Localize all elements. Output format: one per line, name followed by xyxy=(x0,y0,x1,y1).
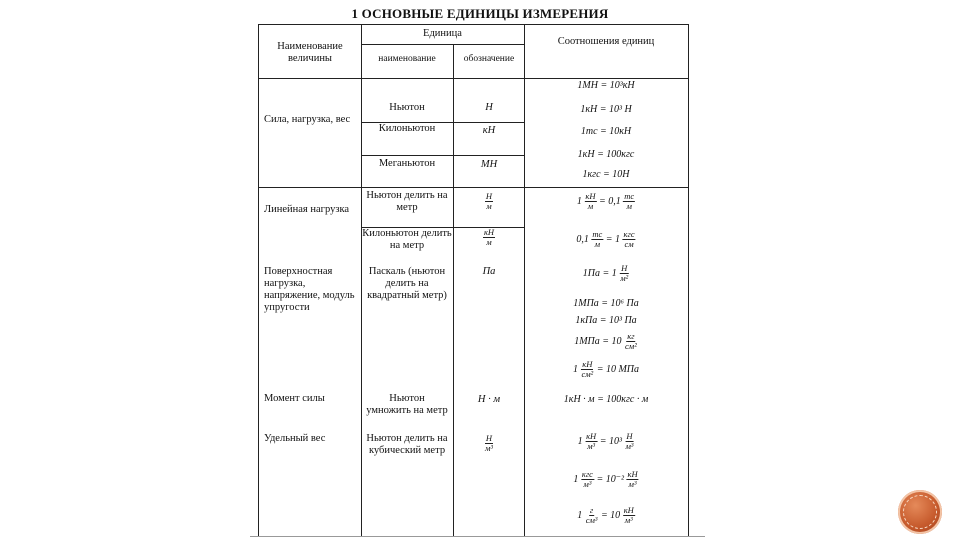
header-unit-symbol: обозначение xyxy=(463,54,515,64)
quantity-linear: Линейная нагрузка xyxy=(264,204,350,215)
relation: 1 $\frac{г}{\text{см³}}$ = 10 $\frac{кН}{\text{м³}}$ xyxy=(577,505,634,525)
units-table xyxy=(258,24,688,536)
page-title: 1 ОСНОВНЫЕ ЕДИНИЦЫ ИЗМЕРЕНИЯ xyxy=(351,6,609,21)
quantity-specific: Удельный вес xyxy=(264,433,326,444)
unit-symbol: Н · м xyxy=(477,394,501,405)
relation: 1 $\frac{кН}{\text{м³}}$ = 10³ $\frac{Н}{\text{м³}}$ xyxy=(577,431,634,451)
relation: 1МПа = 10 $\frac{кг}{\text{см²}}$ xyxy=(574,331,637,351)
unit-name: Меганьютон xyxy=(378,158,436,169)
header-unit-name: наименование xyxy=(378,54,436,64)
divider xyxy=(250,536,705,537)
unit-symbol: кН xyxy=(482,125,496,136)
relation: 1кгс = 10Н xyxy=(582,169,630,180)
quantity-force: Сила, нагрузка, вес xyxy=(264,114,351,125)
unit-symbol: Н xyxy=(485,102,493,113)
unit-name: Ньютон xyxy=(389,102,425,113)
header-relations: Соотношения единиц xyxy=(557,36,655,47)
unit-symbol: $\frac{кН}{м}$ xyxy=(483,227,495,247)
header-unit: Единица xyxy=(423,28,462,39)
decorative-ring-icon xyxy=(903,495,937,529)
relation: 1 $\frac{кН}{\text{см²}}$ = 10 МПа xyxy=(572,359,640,379)
unit-symbol: МН xyxy=(480,159,498,170)
unit-symbol: $\frac{Н}{м}$ xyxy=(485,191,493,211)
relation: 1МН = 10³кН xyxy=(577,80,635,91)
relation: 1кН · м = 100кгс · м xyxy=(563,394,649,405)
relation: 0,1 $\frac{тс}{м}$ = 1 $\frac{\text{кгс}}{см}$ xyxy=(576,229,635,249)
relation: 1Па = 1 $\frac{Н}{\text{м²}}$ xyxy=(582,263,629,283)
unit-name: Ньютон делить на метр xyxy=(366,190,448,213)
relation: 1тс = 10кН xyxy=(580,126,632,137)
quantity-moment: Момент силы xyxy=(264,393,325,404)
unit-symbol: Па xyxy=(482,266,496,277)
header-quantity: Наименование величины xyxy=(277,41,343,64)
relation: 1кН = 10³ Н xyxy=(580,104,632,115)
relation: 1 $\frac{кН}{м}$ = 0,1 $\frac{тс}{м}$ xyxy=(576,191,635,211)
relations-column xyxy=(524,24,688,536)
unit-symbol: $\frac{Н}{\text{м³}}$ xyxy=(485,433,493,453)
unit-name: Ньютон умножить на метр xyxy=(366,393,448,416)
relation: 1кПа = 10³ Па xyxy=(575,315,637,326)
unit-name: Килоньютон xyxy=(378,123,436,134)
unit-name: Ньютон делить на кубический метр xyxy=(366,433,448,456)
unit-name: Паскаль (ньютон делить на квадратный метр) xyxy=(367,266,447,301)
relation: 1 $\frac{\text{кгс}}{\text{м³}}$ = 10⁻² $\frac{кН}{\text{м³}}$ xyxy=(573,469,638,489)
unit-name: Килоньютон делить на метр xyxy=(362,228,452,251)
relation: 1кН = 100кгс xyxy=(577,149,635,160)
relation: 1МПа = 10⁶ Па xyxy=(573,298,639,309)
quantity-surface: Поверхностная нагрузка, напряжение, модуль упругости xyxy=(264,266,355,313)
